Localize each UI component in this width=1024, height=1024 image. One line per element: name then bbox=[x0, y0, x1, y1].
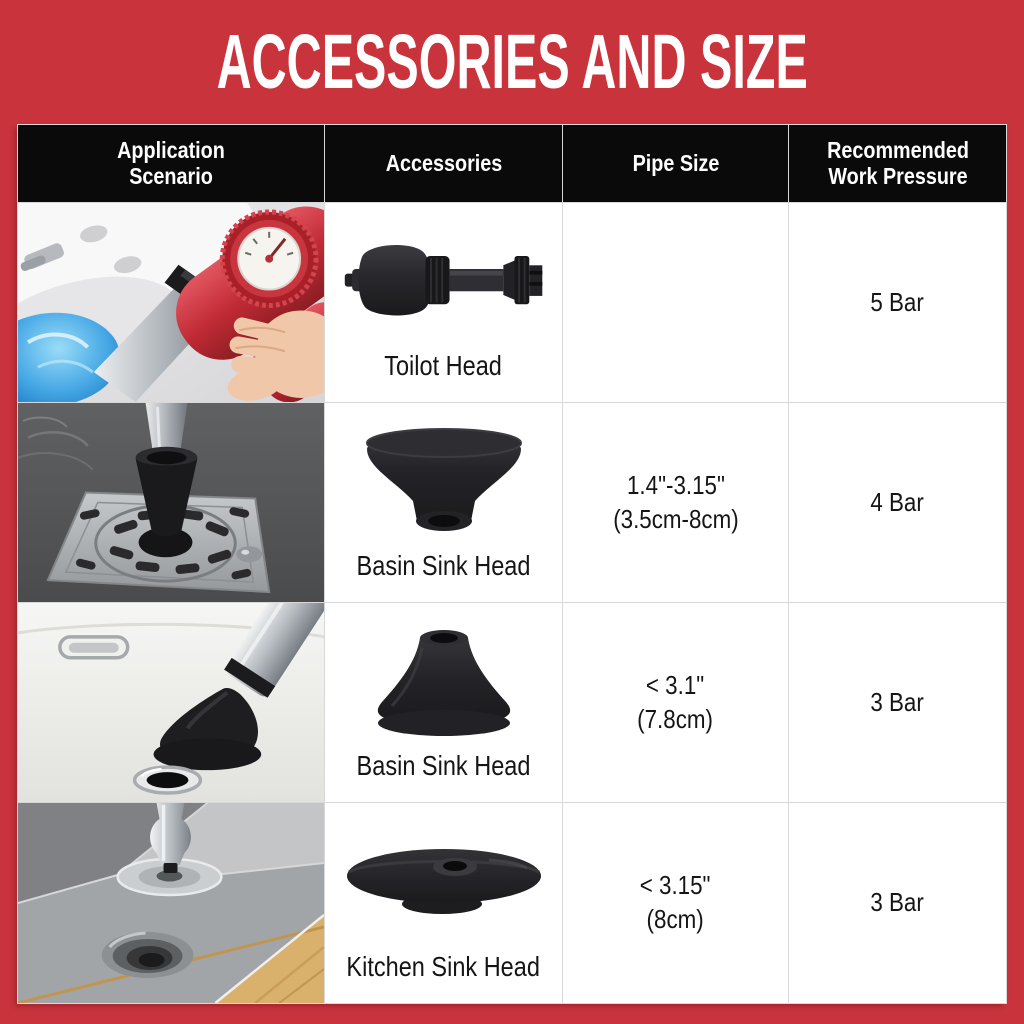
pressure-value: 3 Bar bbox=[870, 887, 925, 918]
pipe-size-line2: (3.5cm-8cm) bbox=[612, 503, 739, 534]
pipe-size-line2: (8cm) bbox=[646, 904, 705, 934]
column-header-work-pressure bbox=[789, 125, 1006, 203]
banner bbox=[0, 0, 1024, 125]
accessories-size-table bbox=[18, 125, 1006, 1003]
table-row-4-pipe-size bbox=[563, 803, 789, 1003]
column-header-application-scenario bbox=[18, 125, 325, 203]
column-header-accessories bbox=[325, 125, 563, 203]
pipe-size-line2: (7.8cm) bbox=[637, 703, 714, 734]
pressure-value: 4 Bar bbox=[870, 486, 925, 517]
page-title: ACCESSORIES AND SIZE bbox=[216, 19, 808, 105]
floor-drain-scene-image bbox=[18, 403, 324, 602]
accessory-label: Toilot Head bbox=[384, 350, 503, 381]
table-row-2-scenario-photo bbox=[18, 403, 325, 603]
kitchen-sink-disc-head-icon bbox=[325, 803, 562, 951]
basin-sink-cone-head-icon bbox=[325, 403, 562, 550]
table-row-1-pressure bbox=[789, 203, 1006, 403]
pipe-size-line1: 1.4"-3.15" bbox=[626, 469, 725, 500]
toilet-head-icon bbox=[325, 203, 562, 350]
column-header-label: Accessories bbox=[385, 149, 502, 176]
accessory-label: Kitchen Sink Head bbox=[346, 951, 541, 982]
table-row-1-accessory bbox=[325, 203, 563, 403]
pipe-size-line1: < 3.15" bbox=[640, 870, 711, 901]
table-row-3-pressure bbox=[789, 603, 1006, 803]
pipe-size-line1: < 3.1" bbox=[646, 669, 705, 700]
table-row-3-scenario-photo bbox=[18, 603, 325, 803]
toilet-scene-image bbox=[18, 203, 324, 402]
basin-scene-image bbox=[18, 603, 324, 802]
accessory-label: Basin Sink Head bbox=[356, 750, 531, 781]
column-header-label: Recommended Work Pressure bbox=[826, 136, 969, 189]
table-row-4-scenario-photo bbox=[18, 803, 325, 1003]
table-row-1-scenario-photo bbox=[18, 203, 325, 403]
table-row-2-pressure bbox=[789, 403, 1006, 603]
table-row-3-accessory bbox=[325, 603, 563, 803]
table-row-3-pipe-size bbox=[563, 603, 789, 803]
pressure-value: 3 Bar bbox=[870, 686, 925, 717]
accessory-label: Basin Sink Head bbox=[356, 550, 531, 581]
kitchen-sink-scene-image bbox=[18, 803, 324, 1003]
basin-sink-bell-head-icon bbox=[325, 603, 562, 750]
column-header-label: Pipe Size bbox=[632, 149, 719, 176]
pressure-value: 5 Bar bbox=[870, 286, 925, 317]
table-row-1-pipe-size bbox=[563, 203, 789, 403]
column-header-pipe-size bbox=[563, 125, 789, 203]
table-row-2-accessory bbox=[325, 403, 563, 603]
table-row-2-pipe-size bbox=[563, 403, 789, 603]
column-header-label: Application Scenario bbox=[117, 136, 225, 189]
table-row-4-pressure bbox=[789, 803, 1006, 1003]
table-row-4-accessory bbox=[325, 803, 563, 1003]
